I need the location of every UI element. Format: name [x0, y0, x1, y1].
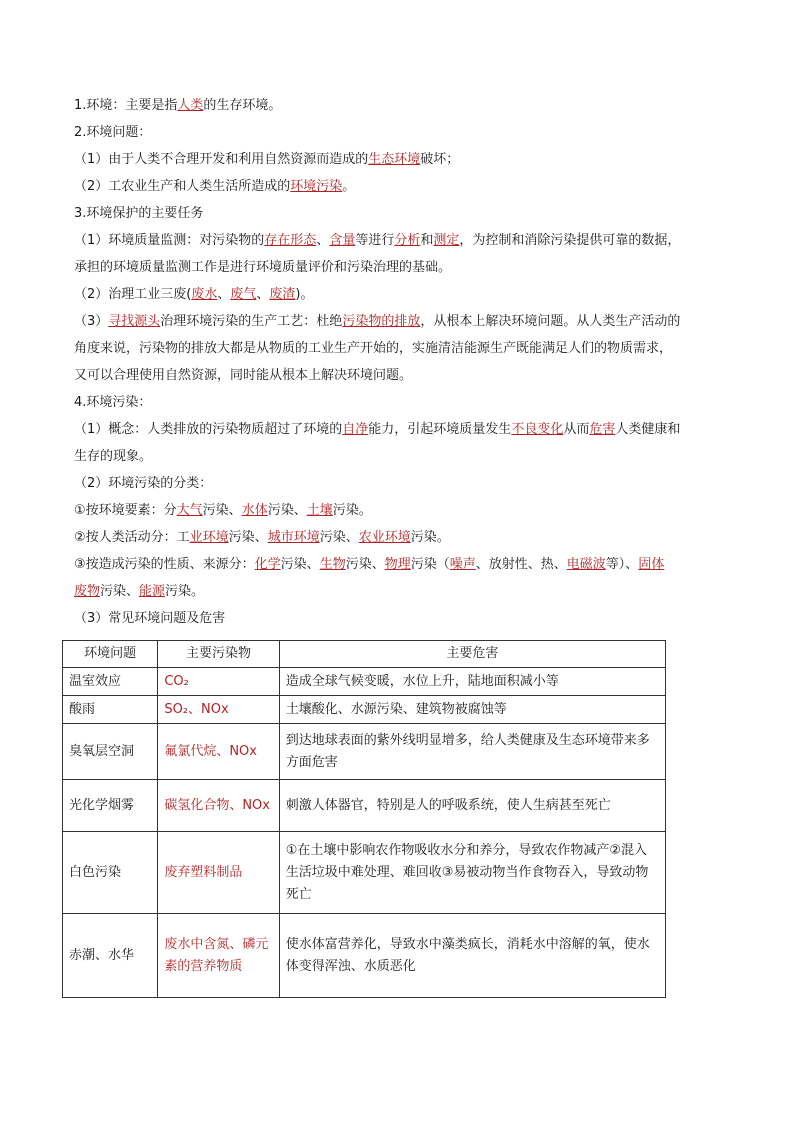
table-row: [63, 668, 666, 696]
text: 污染（: [410, 557, 450, 572]
text: 、: [217, 287, 231, 302]
keyword: 人类: [177, 98, 204, 113]
classification-1: [74, 497, 724, 524]
section-1: [74, 92, 724, 119]
text: 污染、: [345, 557, 385, 572]
column-header: 主要污染物: [158, 641, 279, 668]
text: 和: [420, 233, 434, 248]
pollutant-cell: 废弃塑料制品: [158, 832, 279, 914]
keyword: 生物: [319, 557, 346, 572]
text: ③按造成污染的性质、来源分：: [74, 557, 255, 572]
harm-cell: 土壤酸化、水源污染、建筑物被腐蚀等: [279, 696, 665, 724]
section-4-item-1-cont: 生存的现象。: [74, 449, 153, 464]
section-3-item-3-cont-2: 又可以合理使用自然资源，同时能从根本上解决环境问题。: [74, 368, 413, 383]
table-row: [63, 780, 666, 832]
keyword: 污染物的排放: [342, 314, 421, 329]
problem-cell: 白色污染: [63, 832, 158, 914]
text: 等）、: [605, 557, 639, 572]
pollutant-cell: 废水中含氮、磷元素的营养物质: [158, 914, 279, 998]
keyword: 城市环境: [267, 530, 320, 545]
keyword: 水体: [241, 503, 268, 518]
problem-cell: 酸雨: [63, 696, 158, 724]
text: 污染、: [202, 503, 242, 518]
text: 污染。: [332, 503, 372, 518]
problem-cell: 温室效应: [63, 668, 158, 696]
column-header: 主要危害: [279, 641, 665, 668]
text: 的生存环境。: [203, 98, 282, 113]
harm-cell: 使水体富营养化，导致水中藻类疯长，消耗水中溶解的氧，使水体变得浑浊、水质恶化: [279, 914, 665, 998]
keyword: 能源: [139, 584, 166, 599]
classification-3: [74, 551, 724, 578]
pollutant-cell: 碳氢化合物、NOx: [158, 780, 279, 832]
keyword: 废渣: [269, 287, 296, 302]
keyword: 土壤: [306, 503, 333, 518]
text: 污染、: [100, 584, 140, 599]
table-row: [63, 696, 666, 724]
text: 1.环境：主要是指: [74, 98, 178, 113]
section-2-title: 2.环境问题：: [74, 125, 152, 140]
problem-cell: 光化学烟雾: [63, 780, 158, 832]
keyword: 大气: [176, 503, 203, 518]
table-row: [63, 724, 666, 780]
text: （1）概念：人类排放的污染物质超过了环境的: [74, 422, 343, 437]
text: 。: [342, 179, 356, 194]
keyword: 存在形态: [264, 233, 317, 248]
text: 能力，引起环境质量发生: [368, 422, 512, 437]
keyword: 固体: [638, 557, 665, 572]
column-header: 环境问题: [63, 641, 158, 668]
text: 人类健康和: [615, 422, 681, 437]
table-row: [63, 914, 666, 998]
classification-2: [74, 524, 724, 551]
keyword: 农业环境: [358, 530, 411, 545]
problem-cell: 赤潮、水华: [63, 914, 158, 998]
harm-cell: 到达地球表面的紫外线明显增多，给人类健康及生态环境带来多方面危害: [279, 724, 665, 780]
pollutant-cell: 氟氯代烷、NOx: [158, 724, 279, 780]
text: 治理环境污染的生产工艺：杜绝: [160, 314, 343, 329]
section-4-item-3: （3）常见环境问题及危害: [74, 611, 226, 626]
section-2-item-1: [74, 146, 724, 173]
section-4-title: 4.环境污染：: [74, 395, 152, 410]
section-3-item-3-cont-1: 角度来说，污染物的排放大都是从物质的工业生产开始的，实施清洁能源生产既能满足人们的物质需求，: [74, 341, 673, 356]
text: 、放射性、热、: [475, 557, 567, 572]
section-3-title: 3.环境保护的主要任务: [74, 206, 204, 221]
table-header-row: [63, 641, 666, 668]
section-4-item-2: （2）环境污染的分类：: [74, 476, 213, 491]
table-row: [63, 832, 666, 914]
keyword: 废气: [230, 287, 257, 302]
pollutant-cell: SO₂、NOx: [158, 696, 279, 724]
keyword: 自净: [342, 422, 369, 437]
text: ①按环境要素：分: [74, 503, 177, 518]
text: （1）由于人类不合理开发和利用自然资源而造成的: [74, 152, 369, 167]
text: 从而: [563, 422, 590, 437]
text: 污染。: [410, 530, 450, 545]
text: 污染、: [280, 557, 320, 572]
document-body: [74, 92, 724, 632]
text: 、: [316, 233, 330, 248]
keyword: 物理: [384, 557, 411, 572]
pollutant-cell: CO₂: [158, 668, 279, 696]
text: 破坏；: [420, 152, 460, 167]
keyword: 寻找源头: [108, 314, 161, 329]
section-3-item-1: [74, 227, 724, 254]
keyword: 电磁波: [566, 557, 606, 572]
environment-problems-table: [62, 640, 666, 998]
text: 污染。: [165, 584, 205, 599]
harm-cell: 造成全球气候变暖，水位上升，陆地面积减小等: [279, 668, 665, 696]
keyword: 不良变化: [511, 422, 564, 437]
text: （2）工农业生产和人类生活所造成的: [74, 179, 291, 194]
keyword: 业环境: [189, 530, 229, 545]
classification-3-cont: [74, 578, 724, 605]
keyword: 测定: [433, 233, 460, 248]
keyword: 分析: [394, 233, 421, 248]
problem-cell: 臭氧层空洞: [63, 724, 158, 780]
text: )。: [295, 287, 314, 302]
text: 污染、: [267, 503, 307, 518]
section-4-item-1: [74, 416, 724, 443]
section-3-item-3: [74, 308, 724, 335]
text: ②按人类活动分：工: [74, 530, 190, 545]
section-3-item-1-cont: 承担的环境质量监测工作是进行环境质量评价和污染治理的基础。: [74, 260, 452, 275]
text: ，从根本上解决环境问题。从人类生产活动的: [420, 314, 681, 329]
harm-cell: 刺激人体器官，特别是人的呼吸系统，使人生病甚至死亡: [279, 780, 665, 832]
keyword: 化学: [254, 557, 281, 572]
keyword: 危害: [589, 422, 616, 437]
text: 污染、: [319, 530, 359, 545]
text: （1）环境质量监测：对污染物的: [74, 233, 265, 248]
text: 、: [256, 287, 270, 302]
section-2-item-2: [74, 173, 724, 200]
harm-cell: ①在土壤中影响农作物吸收水分和养分，导致农作物减产②混入生活垃圾中难处理、难回收③易被动物当作食物吞入，导致动物死亡: [279, 832, 665, 914]
section-3-item-2: [74, 281, 724, 308]
keyword: 生态环境: [368, 152, 421, 167]
text: （3）: [74, 314, 109, 329]
text: 污染、: [228, 530, 268, 545]
text: ，为控制和消除污染提供可靠的数据，: [459, 233, 681, 248]
keyword: 噪声: [449, 557, 476, 572]
keyword: 废水: [191, 287, 218, 302]
text: （2）治理工业三废(: [74, 287, 192, 302]
keyword: 废物: [74, 584, 101, 599]
text: 等进行: [355, 233, 395, 248]
keyword: 含量: [329, 233, 356, 248]
keyword: 环境污染: [290, 179, 343, 194]
